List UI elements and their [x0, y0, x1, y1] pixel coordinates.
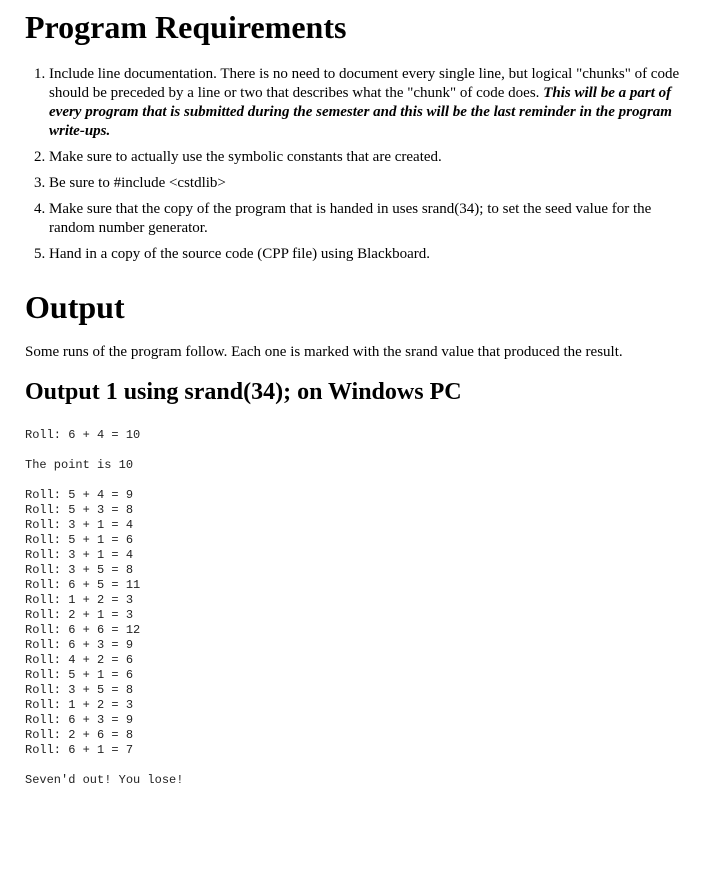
- roll-line: Roll: 3 + 1 = 4: [25, 518, 134, 532]
- roll-line: Roll: 6 + 1 = 7: [25, 743, 134, 757]
- roll-line: Roll: 6 + 5 = 11: [25, 578, 141, 592]
- roll-line: Roll: 3 + 5 = 8: [25, 683, 134, 697]
- requirement-text: Make sure to actually use the symbolic constants that are created.: [49, 149, 442, 165]
- roll-line: Roll: 2 + 6 = 8: [25, 728, 134, 742]
- roll-line: Roll: 5 + 3 = 8: [25, 503, 134, 517]
- roll-line: Roll: 6 + 3 = 9: [25, 713, 134, 727]
- roll-line: Roll: 3 + 5 = 8: [25, 563, 134, 577]
- roll-line: Roll: 4 + 2 = 6: [25, 653, 134, 667]
- roll-line: Roll: 5 + 1 = 6: [25, 668, 134, 682]
- requirements-list: [25, 65, 697, 264]
- output-intro: Some runs of the program follow. Each one is marked with the srand value that produced the result.: [25, 344, 623, 360]
- roll-line: Roll: 1 + 2 = 3: [25, 698, 134, 712]
- roll-line: Roll: 5 + 4 = 9: [25, 488, 134, 502]
- requirements-heading: Program Requirements: [25, 9, 347, 45]
- requirement-text: Make sure that the copy of the program that is handed in uses srand(34); to set the seed value for the random number generator.: [49, 201, 652, 236]
- requirement-item: [49, 148, 697, 167]
- requirement-item: [49, 245, 697, 264]
- roll-line: Roll: 5 + 1 = 6: [25, 533, 134, 547]
- requirement-item: [49, 174, 697, 193]
- roll-list: [25, 488, 697, 758]
- requirement-item: [49, 65, 697, 141]
- result-line: Seven'd out! You lose!: [25, 773, 184, 787]
- roll-line: Roll: 6 + 6 = 12: [25, 623, 141, 637]
- output-run-heading: Output 1 using srand(34); on Windows PC: [25, 379, 462, 405]
- requirement-text: Include line documentation. There is no need to document every single line, but logical "chunks" of code should be preceded by a line or two that describes what the "chunk" of code does.: [49, 66, 680, 101]
- requirement-item: [49, 200, 697, 238]
- roll-line: Roll: 6 + 3 = 9: [25, 638, 134, 652]
- roll-line: Roll: 1 + 2 = 3: [25, 593, 134, 607]
- roll-line: Roll: 2 + 1 = 3: [25, 608, 134, 622]
- roll-line: Roll: 3 + 1 = 4: [25, 548, 134, 562]
- output-heading: Output: [25, 289, 125, 325]
- requirement-emphasis: This will be a part of every program that is submitted during the semester and this will be the last reminder in the program write-ups.: [49, 85, 672, 139]
- first-roll-line: Roll: 6 + 4 = 10: [25, 428, 141, 442]
- requirement-text: Be sure to #include <cstdlib>: [49, 175, 226, 191]
- point-line: The point is 10: [25, 458, 134, 472]
- requirement-text: Hand in a copy of the source code (CPP file) using Blackboard.: [49, 246, 431, 262]
